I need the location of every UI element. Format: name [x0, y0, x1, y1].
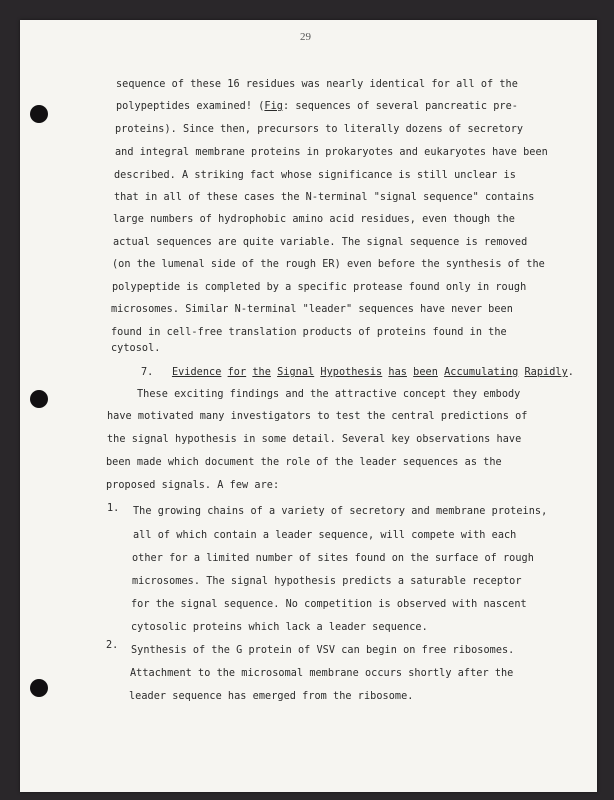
binder-hole-top: [30, 105, 48, 123]
page-number: 29: [300, 31, 311, 43]
text-line: cytosolic proteins which lack a leader sequence.: [131, 622, 428, 633]
text-line: and integral membrane proteins in prokaryotes and eukaryotes have been: [115, 147, 548, 158]
figure-reference: Fig: [264, 101, 283, 112]
text-line: described. A striking fact whose significance is still unclear is: [114, 170, 516, 181]
text-line: cytosol.: [111, 343, 161, 354]
heading-word: Rapidly: [524, 367, 568, 378]
list-item-number: 2.: [106, 640, 119, 651]
heading-word: Signal: [277, 367, 315, 378]
text-line: These exciting findings and the attractive concept they embody: [137, 389, 521, 400]
text-line: have motivated many investigators to test the central predictions of: [107, 411, 528, 422]
text-line: other for a limited number of sites found on the surface of rough: [132, 553, 534, 564]
text-line: leader sequence has emerged from the ribosome.: [129, 691, 414, 702]
text-line: microsomes. Similar N-terminal "leader" sequences have never been: [111, 304, 513, 315]
text-line: actual sequences are quite variable. The signal sequence is removed: [113, 237, 528, 248]
text-line: proposed signals. A few are:: [106, 480, 280, 491]
text-line: microsomes. The signal hypothesis predicts a saturable receptor: [132, 576, 522, 587]
heading-word: for: [227, 367, 247, 378]
text-line: proteins). Since then, precursors to literally dozens of secretory: [115, 124, 524, 135]
heading-word: Hypothesis: [320, 367, 383, 378]
text-line: (on the lumenal side of the rough ER) even before the synthesis of the: [112, 259, 545, 270]
heading-word: been: [413, 367, 438, 378]
heading-word: Accumulating: [444, 367, 519, 378]
text-line: sequence of these 16 residues was nearly identical for all of the: [116, 79, 518, 90]
text-line: all of which contain a leader sequence, will compete with each: [133, 530, 517, 541]
text-line: polypeptide is completed by a specific protease found only in rough: [112, 282, 527, 293]
text-line: Synthesis of the G protein of VSV can begin on free ribosomes.: [131, 645, 515, 656]
text-line: the signal hypothesis in some detail. Several key observations have: [107, 434, 522, 445]
heading-word: has: [388, 367, 407, 378]
text-line: for the signal sequence. No competition is observed with nascent: [131, 599, 527, 610]
section-heading: [141, 367, 574, 378]
heading-word: the: [252, 367, 271, 378]
text-line: found in cell-free translation products of proteins found in the: [111, 327, 507, 338]
text-segment: polypeptides examined! (: [116, 101, 265, 112]
heading-period: .: [567, 367, 574, 378]
text-line: large numbers of hydrophobic amino acid residues, even though the: [113, 214, 515, 225]
text-line: [116, 101, 518, 112]
heading-number: 7.: [141, 367, 154, 378]
heading-word: Evidence: [171, 367, 222, 378]
text-line: that in all of these cases the N-terminal "signal sequence" contains: [114, 192, 535, 203]
list-item-number: 1.: [107, 503, 120, 514]
text-line: been made which document the role of the leader sequences as the: [106, 457, 502, 468]
text-segment: : sequences of several pancreatic pre-: [282, 101, 518, 112]
binder-hole-bottom: [30, 679, 48, 697]
binder-hole-middle: [30, 390, 48, 408]
text-line: Attachment to the microsomal membrane occurs shortly after the: [130, 668, 514, 679]
text-line: The growing chains of a variety of secretory and membrane proteins,: [133, 506, 548, 517]
